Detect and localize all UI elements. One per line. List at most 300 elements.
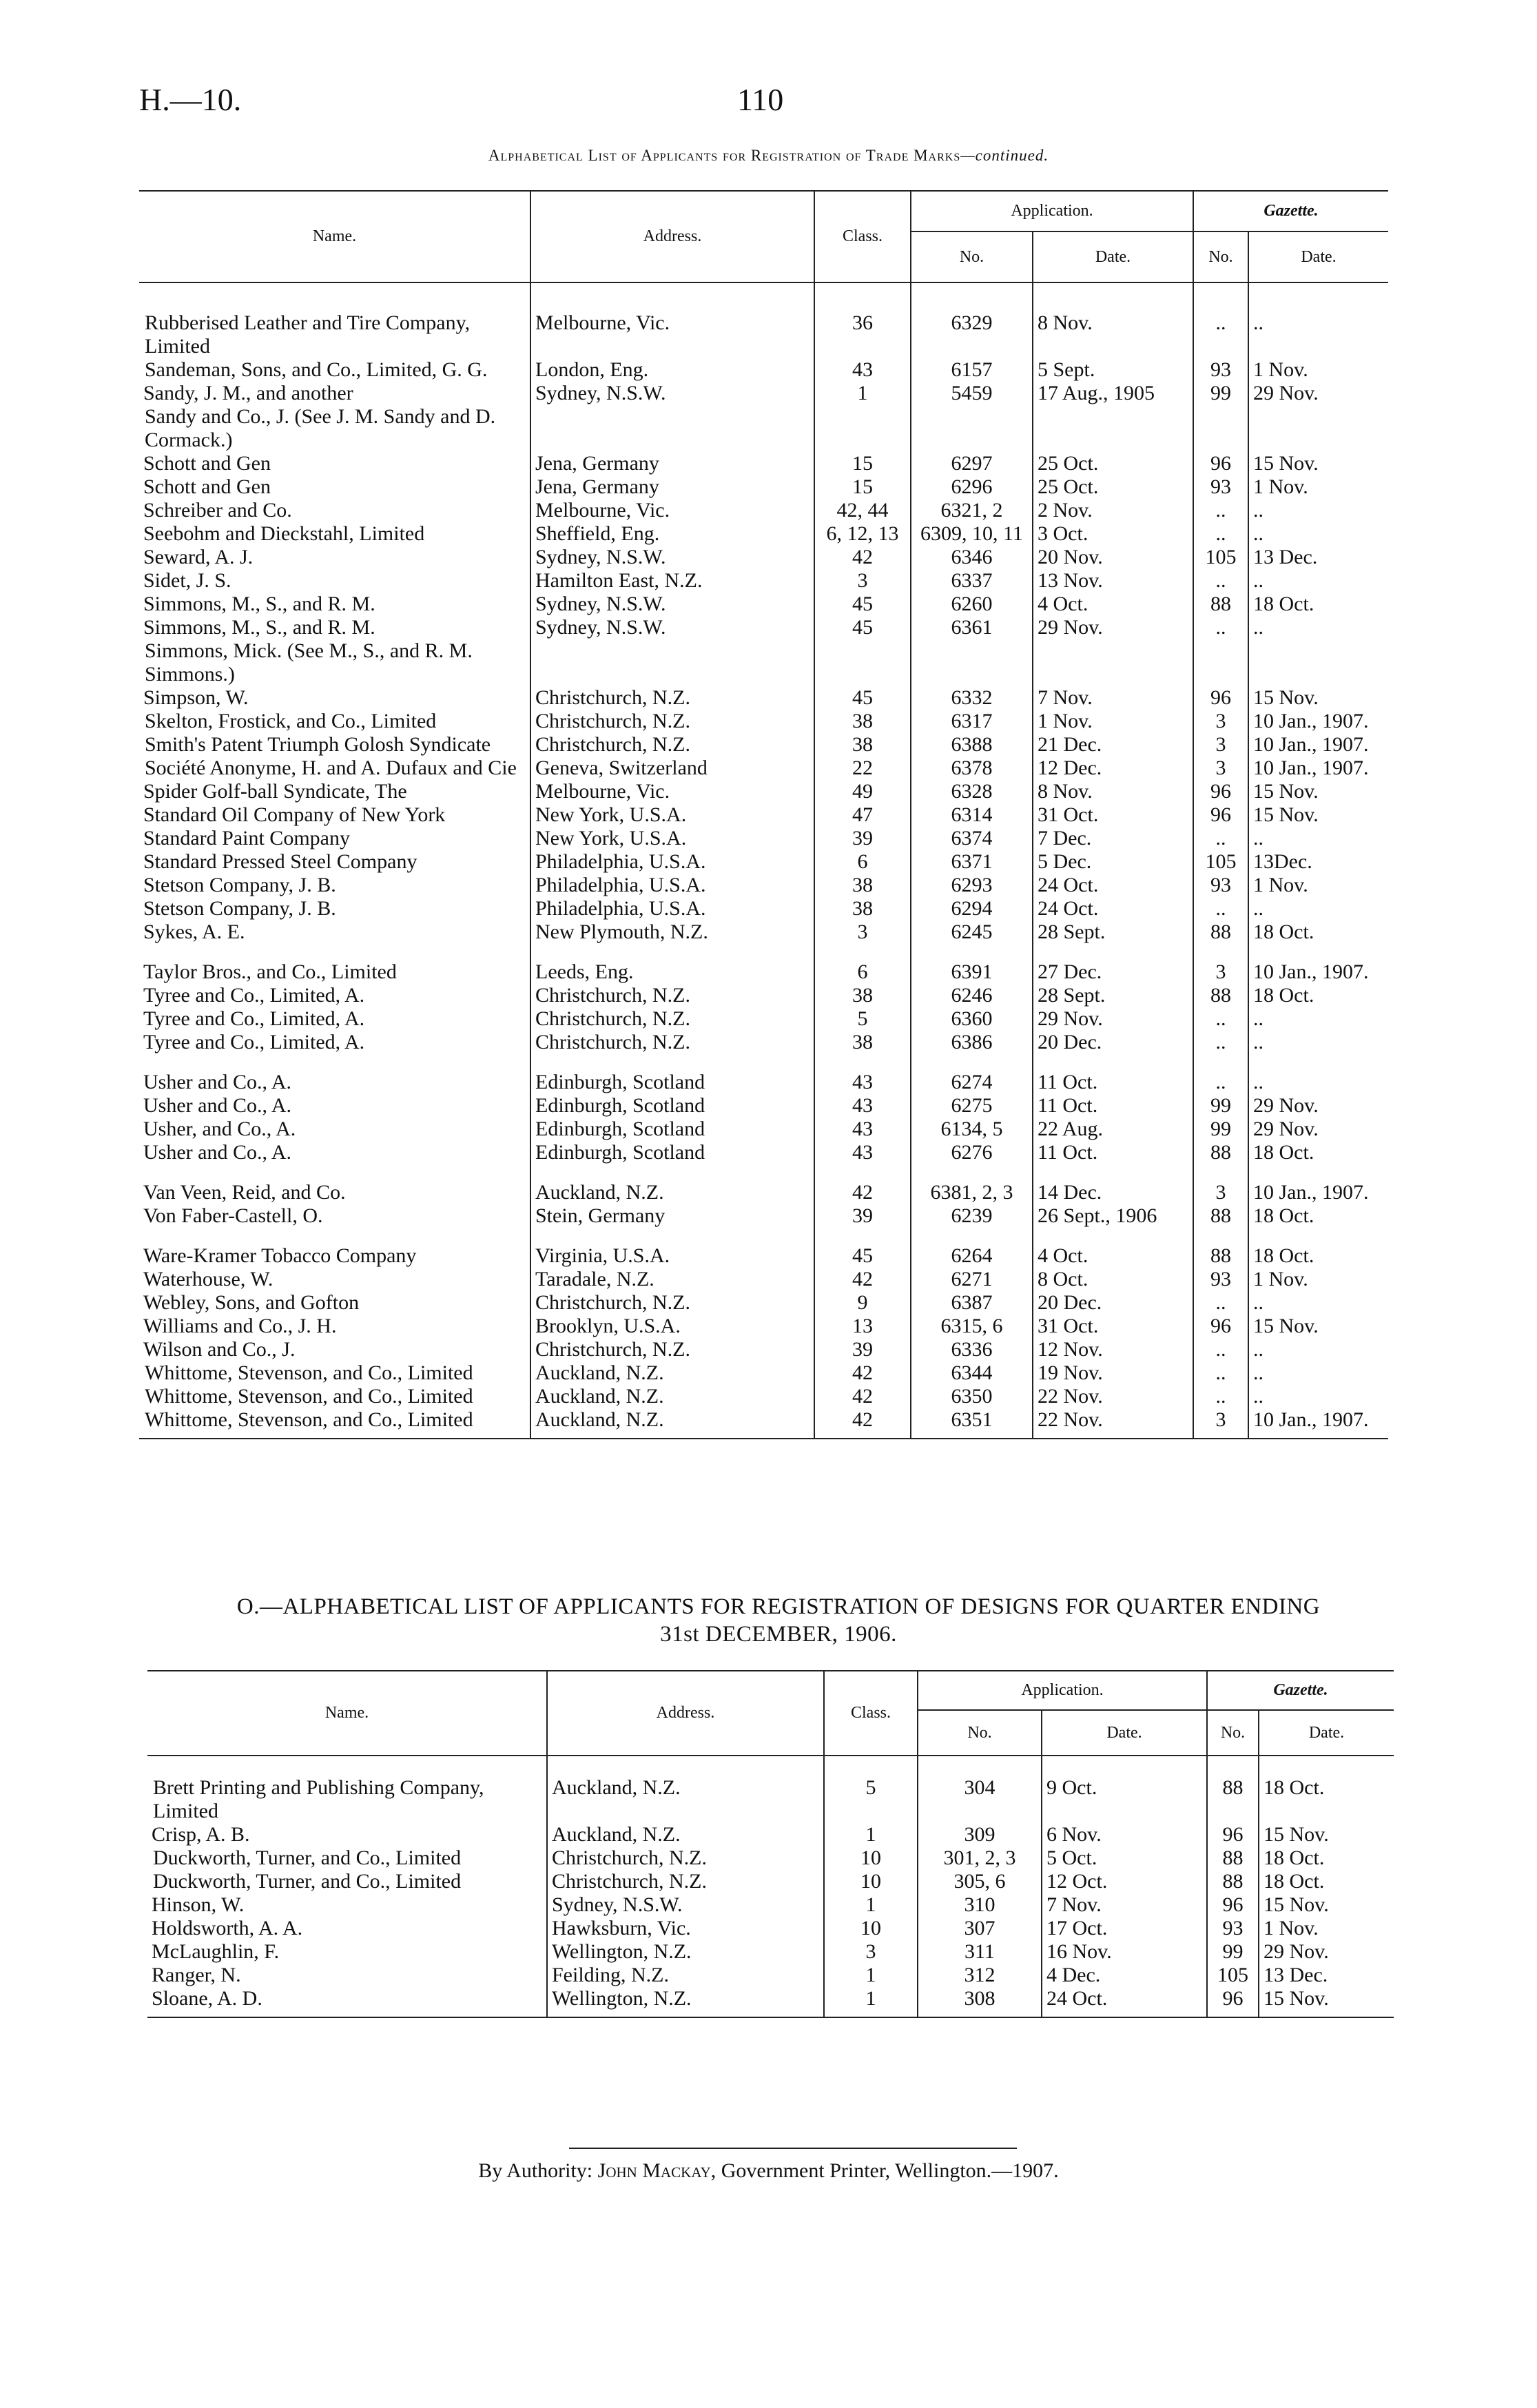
cell-gaz-no	[1193, 1094, 1248, 1118]
cell-gaz-no-text: 99	[1210, 1094, 1231, 1117]
cell-name-text: Standard Pressed Steel Company	[143, 850, 417, 873]
cell-name	[139, 984, 530, 1007]
cell-app-date-text: 8 Nov.	[1038, 780, 1093, 803]
page-number: 110	[737, 82, 784, 117]
cell-address	[530, 1268, 814, 1291]
cell-address-text: Jena, Germany	[535, 475, 659, 498]
cell-address-text: Auckland, N.Z.	[552, 1823, 681, 1846]
cell-app-no	[911, 850, 1033, 874]
table-row	[139, 1244, 1388, 1268]
cell-class-text: 45	[852, 616, 873, 639]
cell-class	[814, 984, 911, 1007]
cell-gaz-no-text: 96	[1210, 686, 1231, 709]
cell-class-text: 47	[852, 803, 873, 826]
cell-name-text: Schreiber and Co.	[143, 499, 292, 522]
cell-gaz-date	[1248, 1408, 1388, 1432]
cell-app-no	[918, 1987, 1042, 2010]
cell-gaz-no-text: 96	[1222, 1893, 1244, 1916]
cell-address	[530, 1141, 814, 1164]
cell-name	[139, 546, 530, 569]
cell-app-no-text: 310	[964, 1893, 996, 1916]
cell-name-text: Simmons, M., S., and R. M.	[143, 593, 375, 615]
cell-app-date-text: 11 Oct.	[1038, 1071, 1098, 1093]
cell-name	[139, 1094, 530, 1118]
cell-app-no-text: 6314	[951, 803, 993, 826]
cell-class-text: 22	[852, 757, 873, 779]
cell-gaz-no	[1193, 475, 1248, 499]
cell-app-no	[911, 897, 1033, 920]
table-row	[139, 405, 1388, 452]
cell-gaz-no	[1193, 1315, 1248, 1338]
table-row	[147, 1776, 1394, 1823]
cell-address	[530, 1118, 814, 1141]
cell-name-text: Smith's Patent Triumph Golosh Syndicate	[145, 733, 491, 756]
cell-address	[530, 1071, 814, 1094]
cell-class-text: 13	[852, 1315, 873, 1337]
cell-gaz-no-text: 88	[1210, 920, 1231, 943]
cell-name	[139, 1385, 530, 1408]
cell-app-date-text: 12 Nov.	[1038, 1338, 1103, 1361]
cell-address-text: Auckland, N.Z.	[535, 1408, 664, 1431]
cell-app-no-text: 6391	[951, 960, 993, 983]
cell-app-no	[911, 1181, 1033, 1204]
cell-app-no-text: 304	[964, 1776, 996, 1799]
cell-app-no-text: 307	[964, 1917, 996, 1939]
cell-app-date	[1042, 1776, 1207, 1823]
cell-app-no-text: 301, 2, 3	[943, 1846, 1016, 1869]
cell-app-date	[1033, 874, 1193, 897]
cell-gaz-date	[1248, 1385, 1388, 1408]
cell-gaz-date-text: 13 Dec.	[1263, 1964, 1328, 1986]
cell-address-text: Sydney, N.S.W.	[552, 1893, 683, 1916]
cell-app-no-text: 305, 6	[953, 1870, 1006, 1893]
cell-app-no-text: 6260	[951, 593, 993, 615]
cell-name	[139, 358, 530, 382]
cell-class-text: 1	[857, 382, 868, 404]
cell-gaz-date	[1248, 1007, 1388, 1031]
cell-app-no	[911, 1007, 1033, 1031]
cell-gaz-no	[1207, 1776, 1259, 1823]
cell-app-no	[918, 1846, 1042, 1870]
designs-table	[147, 1671, 1394, 2018]
cell-class-text: 6, 12, 13	[826, 522, 899, 545]
cell-class	[814, 1141, 911, 1164]
cell-gaz-date-text: ..	[1253, 1007, 1263, 1030]
cell-address-text: Wellington, N.Z.	[552, 1987, 692, 2010]
cell-class	[824, 1870, 918, 1893]
cell-gaz-no-text: 93	[1210, 475, 1231, 498]
cell-app-date-text: 21 Dec.	[1038, 733, 1102, 756]
cell-app-no	[911, 639, 1033, 686]
designs-col-header-name: Name.	[147, 1671, 547, 1756]
cell-name	[139, 382, 530, 405]
cell-app-no	[911, 686, 1033, 710]
cell-app-date	[1033, 897, 1193, 920]
cell-gaz-no-text: ..	[1215, 1031, 1226, 1053]
cell-gaz-no-text: 88	[1210, 1204, 1231, 1227]
cell-name-text: McLaughlin, F.	[152, 1940, 280, 1963]
cell-gaz-no	[1193, 920, 1248, 944]
table-row	[139, 1385, 1388, 1408]
imprint-prefix: By Authority:	[478, 2159, 593, 2182]
cell-class	[814, 1385, 911, 1408]
cell-app-no-text: 6134, 5	[940, 1118, 1003, 1140]
cell-gaz-date-text: 29 Nov.	[1253, 382, 1319, 404]
cell-address	[530, 1244, 814, 1268]
table-row	[139, 593, 1388, 616]
cell-app-no-text: 6332	[951, 686, 993, 709]
table-row	[139, 311, 1388, 358]
cell-gaz-no	[1193, 803, 1248, 827]
cell-app-no-text: 309	[964, 1823, 996, 1846]
cell-app-no	[911, 1385, 1033, 1408]
cell-app-date	[1033, 452, 1193, 475]
cell-app-no-text: 6328	[951, 780, 993, 803]
cell-app-no	[918, 1823, 1042, 1846]
cell-app-no	[911, 1268, 1033, 1291]
cell-name-text: Société Anonyme, H. and A. Dufaux and Cie	[145, 757, 517, 779]
cell-address-text: Auckland, N.Z.	[552, 1776, 681, 1799]
table-row	[147, 1964, 1394, 1987]
cell-gaz-date-text: 18 Oct.	[1263, 1870, 1325, 1893]
cell-gaz-date-text: 18 Oct.	[1263, 1846, 1325, 1869]
cell-name	[139, 1007, 530, 1031]
cell-name-text: Simpson, W.	[143, 686, 249, 709]
cell-app-no-text: 6294	[951, 897, 993, 920]
table-row	[139, 546, 1388, 569]
cell-gaz-date	[1248, 382, 1388, 405]
cell-class-text: 38	[852, 897, 873, 920]
trade-marks-body	[139, 311, 1388, 1439]
cell-name	[139, 803, 530, 827]
cell-class	[814, 1031, 911, 1054]
cell-name-text: Standard Oil Company of New York	[143, 803, 446, 826]
cell-name-text: Skelton, Frostick, and Co., Limited	[145, 710, 437, 732]
cell-class-text: 1	[865, 1987, 876, 2010]
cell-app-no	[911, 1204, 1033, 1228]
cell-name-text: Tyree and Co., Limited, A.	[143, 1007, 365, 1030]
cell-gaz-no	[1193, 733, 1248, 757]
cell-name	[139, 686, 530, 710]
cell-gaz-no	[1193, 984, 1248, 1007]
cell-gaz-no	[1193, 499, 1248, 522]
cell-app-date-text: 7 Nov.	[1038, 686, 1093, 709]
cell-class	[814, 499, 911, 522]
cell-class-text: 36	[852, 311, 873, 334]
cell-gaz-date	[1259, 1870, 1394, 1893]
cell-app-no	[911, 522, 1033, 546]
cell-class	[814, 780, 911, 803]
cell-app-date	[1033, 639, 1193, 686]
cell-app-no-text: 6381, 2, 3	[930, 1181, 1013, 1204]
cell-app-date-text: 5 Oct.	[1046, 1846, 1097, 1869]
cell-name-text: Taylor Bros., and Co., Limited	[143, 960, 397, 983]
cell-address-text: Christchurch, N.Z.	[552, 1870, 707, 1893]
cell-app-date	[1033, 710, 1193, 733]
cell-name	[139, 593, 530, 616]
cell-class-text: 42	[852, 1361, 873, 1384]
designs-col-header-address: Address.	[547, 1671, 824, 1756]
cell-gaz-date	[1248, 1181, 1388, 1204]
cell-name	[139, 1031, 530, 1054]
cell-app-date	[1042, 1823, 1207, 1846]
cell-app-date	[1033, 1385, 1193, 1408]
cell-gaz-date	[1248, 1071, 1388, 1094]
cell-name	[139, 920, 530, 944]
cell-gaz-no-text: ..	[1215, 569, 1226, 592]
cell-class-text: 43	[852, 1094, 873, 1117]
cell-gaz-no	[1193, 358, 1248, 382]
cell-gaz-no	[1193, 710, 1248, 733]
cell-name-text: Sloane, A. D.	[152, 1987, 262, 2010]
cell-gaz-date	[1248, 475, 1388, 499]
cell-name	[147, 1940, 547, 1964]
cell-app-date	[1033, 1031, 1193, 1054]
cell-app-date	[1033, 1338, 1193, 1361]
cell-name	[139, 710, 530, 733]
cell-app-no-text: 6374	[951, 827, 993, 850]
designs-col-header-gaz-no: No.	[1207, 1710, 1259, 1756]
cell-class-text: 10	[860, 1846, 881, 1869]
cell-name	[139, 1244, 530, 1268]
cell-gaz-date-text: 10 Jan., 1907.	[1253, 733, 1369, 756]
cell-gaz-date-text: ..	[1253, 1071, 1263, 1093]
cell-app-date	[1033, 1094, 1193, 1118]
cell-gaz-no	[1193, 1031, 1248, 1054]
cell-app-date-text: 24 Oct.	[1038, 897, 1099, 920]
cell-address	[530, 827, 814, 850]
designs-col-header-app-no: No.	[918, 1710, 1042, 1756]
cell-gaz-date	[1248, 1204, 1388, 1228]
cell-address	[530, 1291, 814, 1315]
cell-gaz-date-text: 15 Nov.	[1253, 452, 1319, 475]
cell-class-text: 43	[852, 1141, 873, 1164]
cell-app-no-text: 6337	[951, 569, 993, 592]
cell-address-text: Christchurch, N.Z.	[552, 1846, 707, 1869]
cell-name	[139, 1268, 530, 1291]
cell-address-text: Sydney, N.S.W.	[535, 546, 666, 568]
cell-gaz-date-text: 15 Nov.	[1263, 1893, 1329, 1916]
document-id: H.—10.	[139, 82, 242, 117]
cell-class-text: 38	[852, 874, 873, 896]
cell-name-text: Sykes, A. E.	[143, 920, 245, 943]
cell-class	[824, 1940, 918, 1964]
cell-gaz-no	[1193, 757, 1248, 780]
cell-address-text: Christchurch, N.Z.	[535, 1291, 690, 1314]
cell-gaz-date	[1248, 639, 1388, 686]
table-row	[139, 1361, 1388, 1385]
cell-app-date-text: 28 Sept.	[1038, 920, 1106, 943]
cell-name-text: Williams and Co., J. H.	[143, 1315, 337, 1337]
cell-gaz-no-text: 93	[1210, 874, 1231, 896]
cell-gaz-no-text: 96	[1210, 452, 1231, 475]
table-row	[147, 1987, 1394, 2010]
cell-gaz-no-text: 3	[1215, 710, 1226, 732]
cell-app-date	[1033, 1315, 1193, 1338]
cell-gaz-date	[1248, 358, 1388, 382]
cell-app-no	[918, 1776, 1042, 1823]
cell-app-no	[911, 827, 1033, 850]
cell-gaz-no-text: 96	[1222, 1823, 1244, 1846]
cell-gaz-date-text: ..	[1253, 522, 1263, 545]
cell-gaz-no	[1207, 1870, 1259, 1893]
cell-name	[139, 1291, 530, 1315]
cell-gaz-no-text: ..	[1215, 897, 1226, 920]
cell-class-text: 43	[852, 1118, 873, 1140]
cell-app-no	[911, 1361, 1033, 1385]
table-row	[139, 569, 1388, 593]
cell-app-no	[911, 546, 1033, 569]
cell-address	[530, 616, 814, 639]
cell-gaz-no-text: 105	[1205, 850, 1237, 873]
cell-class-text: 5	[865, 1776, 876, 1799]
table-row	[139, 984, 1388, 1007]
cell-address	[530, 499, 814, 522]
imprint-printer: John Mackay	[597, 2159, 711, 2182]
cell-app-date-text: 4 Dec.	[1046, 1964, 1101, 1986]
cell-app-no-text: 6346	[951, 546, 993, 568]
cell-app-no	[911, 1291, 1033, 1315]
cell-address-text: Hawksburn, Vic.	[552, 1917, 691, 1939]
trade-marks-caption	[0, 147, 1537, 165]
cell-name-text: Whittome, Stevenson, and Co., Limited	[145, 1408, 473, 1431]
cell-class	[814, 358, 911, 382]
footer-rule	[569, 2148, 1017, 2149]
table-row	[139, 499, 1388, 522]
cell-app-no	[911, 475, 1033, 499]
cell-address-text: Sheffield, Eng.	[535, 522, 660, 545]
cell-class	[814, 1071, 911, 1094]
cell-class-text: 3	[857, 569, 868, 592]
cell-class-text: 5	[857, 1007, 868, 1030]
cell-name-text: Webley, Sons, and Gofton	[143, 1291, 360, 1314]
cell-gaz-date	[1248, 1338, 1388, 1361]
designs-title-line1: O.—ALPHABETICAL LIST OF APPLICANTS FOR REGISTRATION OF DESIGNS FOR QUARTER ENDING	[236, 1594, 1321, 1619]
cell-class-text: 38	[852, 984, 873, 1007]
cell-app-date	[1033, 920, 1193, 944]
cell-class	[814, 639, 911, 686]
cell-gaz-no-text: 3	[1215, 960, 1226, 983]
cell-app-date	[1033, 358, 1193, 382]
cell-address-text: Melbourne, Vic.	[535, 311, 670, 334]
cell-gaz-date	[1248, 1291, 1388, 1315]
cell-class-text: 1	[865, 1893, 876, 1916]
cell-gaz-no-text: 88	[1210, 1141, 1231, 1164]
cell-class-text: 6	[857, 960, 868, 983]
cell-app-date-text: 4 Oct.	[1038, 1244, 1089, 1267]
cell-name	[139, 1071, 530, 1094]
designs-col-header-gazette: Gazette.	[1207, 1671, 1394, 1710]
cell-name	[139, 1315, 530, 1338]
cell-name	[139, 960, 530, 984]
cell-app-date	[1033, 757, 1193, 780]
designs-col-header-application: Application.	[918, 1671, 1207, 1710]
cell-name-text: Stetson Company, J. B.	[143, 874, 336, 896]
cell-app-date-text: 22 Aug.	[1038, 1118, 1104, 1140]
cell-app-date-text: 29 Nov.	[1038, 1007, 1103, 1030]
cell-app-no	[918, 1940, 1042, 1964]
cell-address-text: Christchurch, N.Z.	[535, 984, 690, 1007]
cell-class	[814, 874, 911, 897]
cell-address-text: Jena, Germany	[535, 452, 659, 475]
cell-address	[530, 850, 814, 874]
cell-app-date-text: 9 Oct.	[1046, 1776, 1097, 1799]
cell-app-no-text: 6378	[951, 757, 993, 779]
cell-address	[530, 522, 814, 546]
table-row	[139, 1031, 1388, 1054]
cell-address-text: Christchurch, N.Z.	[535, 710, 690, 732]
cell-app-date-text: 13 Nov.	[1038, 569, 1103, 592]
cell-class	[814, 405, 911, 452]
cell-name	[147, 1917, 547, 1940]
cell-class-text: 42	[852, 1408, 873, 1431]
cell-address	[547, 1846, 824, 1870]
col-header-app-date: Date.	[1033, 231, 1193, 282]
cell-address-text: Christchurch, N.Z.	[535, 1338, 690, 1361]
table-row	[139, 1408, 1388, 1432]
cell-address	[530, 382, 814, 405]
cell-gaz-date	[1248, 1315, 1388, 1338]
table-row	[139, 1094, 1388, 1118]
cell-name-text: Usher and Co., A.	[143, 1094, 291, 1117]
cell-gaz-no-text: ..	[1215, 311, 1226, 334]
cell-class	[824, 1964, 918, 1987]
cell-app-no	[911, 757, 1033, 780]
cell-app-no-text: 6371	[951, 850, 993, 873]
cell-gaz-date	[1248, 710, 1388, 733]
cell-name-text: Sidet, J. S.	[143, 569, 231, 592]
cell-address	[530, 1408, 814, 1432]
imprint-suffix: , Government Printer, Wellington.—1907.	[710, 2159, 1059, 2182]
cell-gaz-date	[1248, 1244, 1388, 1268]
cell-gaz-no	[1193, 1244, 1248, 1268]
cell-gaz-no	[1193, 1204, 1248, 1228]
cell-app-no-text: 6264	[951, 1244, 993, 1267]
cell-app-date	[1033, 1141, 1193, 1164]
cell-gaz-date-text: 18 Oct.	[1263, 1776, 1325, 1799]
cell-gaz-date-text: 18 Oct.	[1253, 1244, 1314, 1267]
cell-app-no	[911, 803, 1033, 827]
cell-app-date-text: 19 Nov.	[1038, 1361, 1103, 1384]
group-spacer	[139, 1164, 1388, 1181]
cell-name-text: Seward, A. J.	[143, 546, 254, 568]
cell-app-no-text: 6329	[951, 311, 993, 334]
cell-app-date-text: 12 Oct.	[1046, 1870, 1108, 1893]
cell-name	[147, 1870, 547, 1893]
cell-app-date	[1033, 984, 1193, 1007]
cell-name	[147, 1776, 547, 1823]
cell-app-no-text: 6276	[951, 1141, 993, 1164]
cell-app-no-text: 6336	[951, 1338, 993, 1361]
cell-name	[139, 1181, 530, 1204]
cell-app-no-text: 6275	[951, 1094, 993, 1117]
cell-address	[530, 1385, 814, 1408]
cell-gaz-date-text: ..	[1253, 1338, 1263, 1361]
table-row	[139, 850, 1388, 874]
cell-address	[530, 1204, 814, 1228]
cell-name	[139, 616, 530, 639]
cell-gaz-date	[1248, 452, 1388, 475]
cell-address	[530, 569, 814, 593]
cell-app-no-text: 6351	[951, 1408, 993, 1431]
cell-app-date	[1033, 1204, 1193, 1228]
cell-gaz-date	[1248, 780, 1388, 803]
cell-name-text: Wilson and Co., J.	[143, 1338, 296, 1361]
cell-app-date	[1033, 569, 1193, 593]
cell-gaz-no	[1193, 1338, 1248, 1361]
cell-class	[814, 897, 911, 920]
cell-gaz-date-text: ..	[1253, 499, 1263, 522]
